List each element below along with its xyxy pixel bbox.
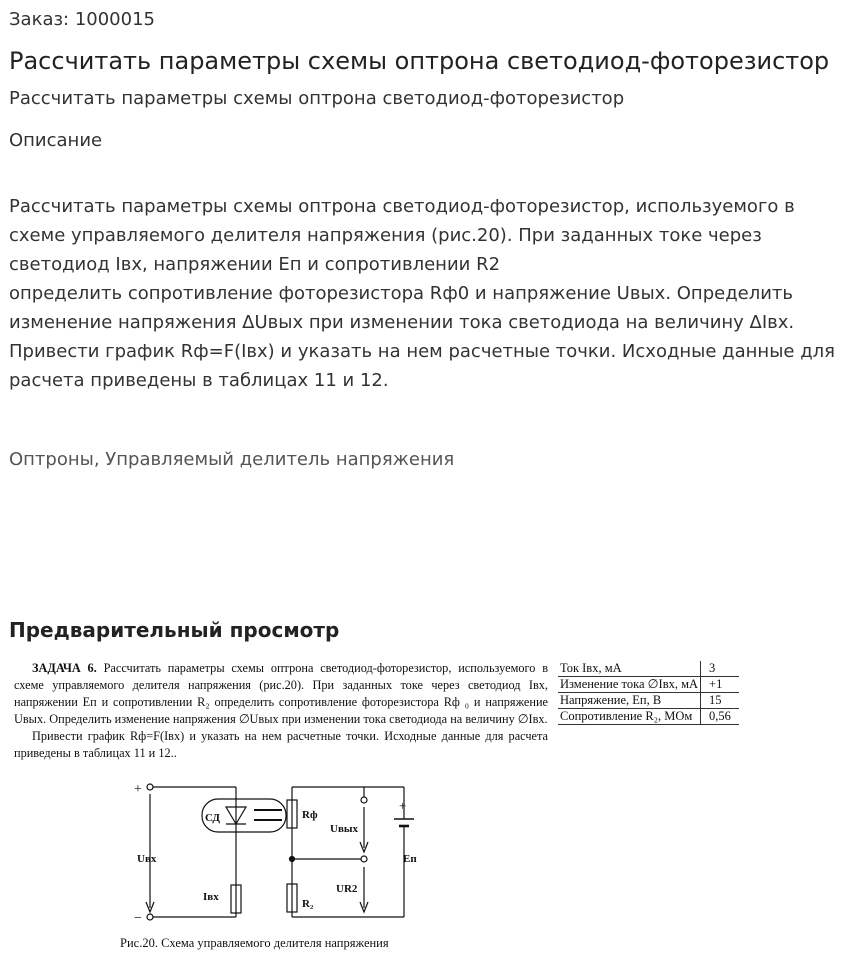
ep-label: Eп: [403, 853, 417, 865]
led-label: СД: [205, 812, 220, 824]
table-cell-value: 3: [701, 661, 740, 677]
input-terminal-plus: [147, 784, 153, 790]
description-heading: Описание: [9, 130, 103, 151]
table-cell-label: Сопротивление R₂, МОм: [558, 709, 701, 725]
table-row: [558, 693, 739, 709]
preview-image: [14, 660, 844, 960]
tag-separator: ,: [93, 449, 106, 470]
params-table: [558, 661, 739, 725]
table-row: [558, 661, 739, 677]
r2-label: R₂: [302, 898, 314, 910]
tag-link-optrons[interactable]: Оптроны: [9, 449, 94, 470]
table-cell-value: 0,56: [701, 709, 740, 725]
ivx-label: Iвх: [203, 891, 219, 903]
page-title: Рассчитать параметры схемы оптрона светодиод-фоторезистор: [9, 47, 830, 75]
tag-list: [9, 449, 454, 470]
table-cell-label: Ток Iвх, мА: [558, 661, 701, 677]
preview-heading: Предварительный просмотр: [9, 618, 340, 642]
table-row: [558, 709, 739, 725]
description-paragraph: определить сопротивление фоторезистора Rф0 и напряжение Uвых. Определить изменение напряжения ΔUвых при изменении тока светодиода на величину ΔIвх. Привести график Rф=F(Iвх) и указать на нем расчетные точки. Исходные данные для расчета приведены в таблицах 11 и 12.: [9, 283, 835, 391]
description-paragraph: Рассчитать параметры схемы оптрона светодиод-фоторезистор, используемого в схеме управляемого делителя напряжения (рис.20). При заданных токе через светодиод Iвх, напряжении Eп и сопротивлении R2: [9, 196, 795, 275]
uvyx-label: Uвых: [330, 823, 358, 835]
table-cell-label: Напряжение, Eп, В: [558, 693, 701, 709]
output-terminal: [361, 856, 367, 862]
table-cell-value: 15: [701, 693, 740, 709]
battery-plus-label: +: [399, 798, 407, 813]
table-cell-value: +1: [701, 677, 740, 693]
tag-link-divider[interactable]: Управляемый делитель напряжения: [105, 449, 455, 470]
plus-label: +: [134, 782, 142, 797]
task-label: ЗАДАЧА 6.: [32, 661, 97, 675]
output-terminal: [361, 797, 367, 803]
table-cell-label: Изменение тока ∅Iвх, мА: [558, 677, 701, 693]
minus-label: −: [134, 911, 142, 926]
table-row: [558, 677, 739, 693]
task-body-2: Привести график Rф=F(Iвх) и указать на нем расчетные точки. Исходные данные для расчета приведены в таблицах 11 и 12..: [14, 728, 548, 760]
task-body: Рассчитать параметры схемы оптрона светодиод-фоторезистор, используемого в схеме управляемого делителя напряжения (рис.20). При заданных токе через светодиод Iвх, напряжении Eп и сопротивлении R₂ определить сопротивление фоторезистора Rф ₀ и напряжение Uвых. Определить изменение напряжения ∅Uвых при изменении тока светодиода на величину ∅Iвх.: [14, 661, 549, 726]
page-subtitle: Рассчитать параметры схемы оптрона светодиод-фоторезистор: [9, 88, 625, 109]
input-terminal-minus: [147, 914, 153, 920]
description-text: [9, 192, 844, 395]
order-number: Заказ: 1000015: [9, 9, 155, 30]
uvx-label: Uвх: [137, 853, 157, 865]
circuit-diagram: [14, 772, 474, 937]
figure-caption: Рис.20. Схема управляемого делителя напряжения: [120, 936, 389, 950]
task-text: [14, 660, 548, 761]
rf-label: Rф: [302, 809, 318, 821]
ur2-label: UR2: [336, 883, 358, 895]
